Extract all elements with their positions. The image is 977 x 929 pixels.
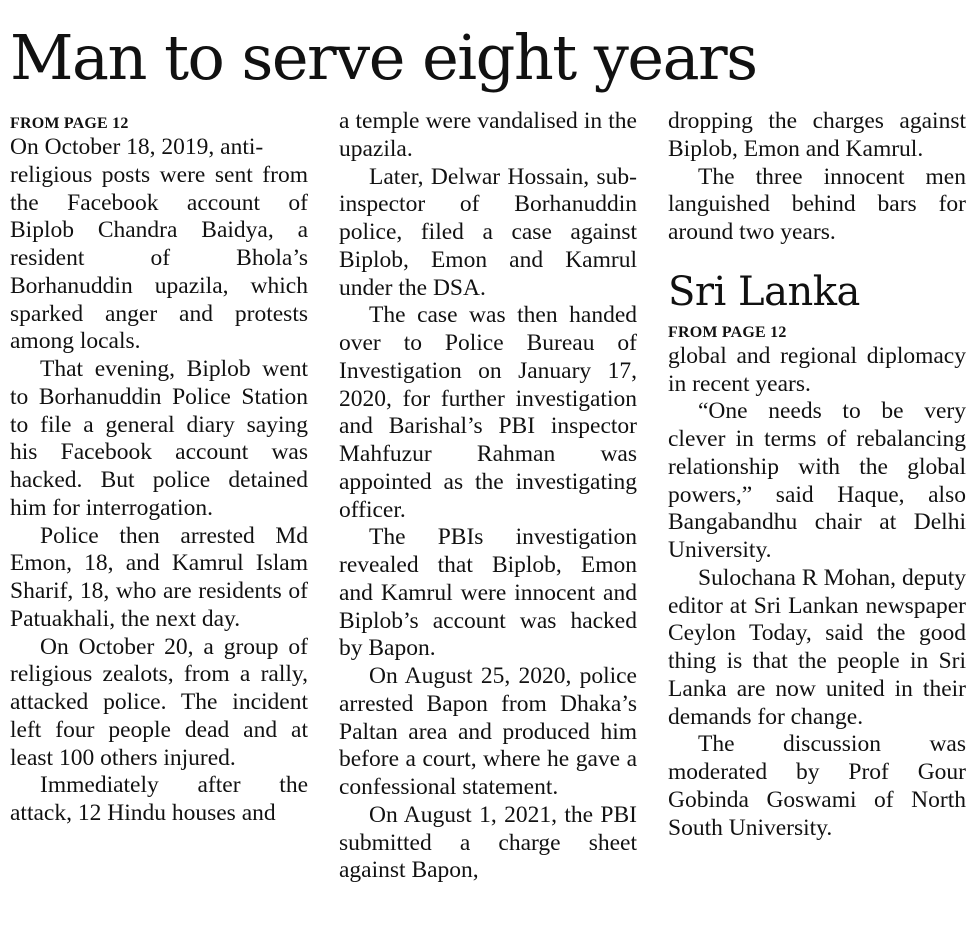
story1-paragraph-8: The PBIs investigation revealed that Biplob, Emon and Kamrul were innocent and Biplob’s account was hacked by Bapon.: [339, 524, 637, 662]
story1-paragraph-10b: dropping the charges against Biplob, Emon and Kamrul.: [668, 108, 966, 162]
story2-kicker: FROM PAGE 12: [668, 323, 787, 341]
story2-paragraph-2: “One needs to be very clever in terms of rebalancing relationship with the global powers,” said Haque, also Bangabandhu chair at Delhi University.: [668, 398, 966, 563]
story1-paragraph-3: Police then arrested Md Emon, 18, and Kamrul Islam Sharif, 18, who are residents of Patuakhali, the next day.: [10, 522, 308, 632]
story1-paragraph-9: On August 25, 2020, police arrested Bapon from Dhaka’s Paltan area and produced him before a court, where he gave a confessional statement.: [339, 663, 637, 800]
column-1: [10, 108, 308, 828]
story1-paragraph-7: The case was then handed over to Police Bureau of Investigation on January 17, 2020, for further investigation and Barishal’s PBI inspector Mahfuzur Rahman was appointed as the investigating officer.: [339, 302, 637, 523]
story1-paragraph-1: On October 18, 2019, anti- religious posts were sent from the Facebook account of Biplob Chandra Baidya, a resident of Bhola’s Borhanuddin upazila, which sparked anger and protests among locals.: [10, 134, 308, 355]
story1-paragraph-6: Later, Delwar Hossain, sub-inspector of Borhanuddin police, filed a case against Biplob, Emon and Kamrul under the DSA.: [339, 163, 637, 301]
story1-paragraph-10a: On August 1, 2021, the PBI submitted a charge sheet against Bapon,: [339, 801, 637, 884]
story1-paragraph-5b: a temple were vandalised in the upazila.: [339, 108, 637, 162]
story2-paragraph-3: Sulochana R Mohan, deputy editor at Sri Lankan newspaper Ceylon Today, said the good thing is that the people in Sri Lanka are now united in their demands for change.: [668, 564, 966, 730]
headline: Man to serve eight years: [10, 21, 757, 94]
story1-paragraph-2: That evening, Biplob went to Borhanuddin Police Station to file a general diary saying his Facebook account was hacked. But police detained him for interrogation.: [10, 356, 308, 521]
column-3: [668, 108, 966, 842]
story2-paragraph-4: The discussion was moderated by Prof Gour Gobinda Goswami of North South University.: [668, 731, 966, 841]
column-2: [339, 108, 637, 885]
story1-kicker: FROM PAGE 12: [10, 115, 129, 132]
story1-paragraph-5a: Immediately after the attack, 12 Hindu houses and: [10, 772, 308, 826]
story1-paragraph-11: The three innocent men languished behind bars for around two years.: [668, 163, 966, 245]
story1-paragraph-4: On October 20, a group of religious zealots, from a rally, attacked police. The incident left four people dead and at least 100 others injured.: [10, 633, 308, 771]
story2-paragraph-1: global and regional diplomacy in recent years.: [668, 342, 966, 397]
story2-title: Sri Lanka: [668, 268, 860, 315]
